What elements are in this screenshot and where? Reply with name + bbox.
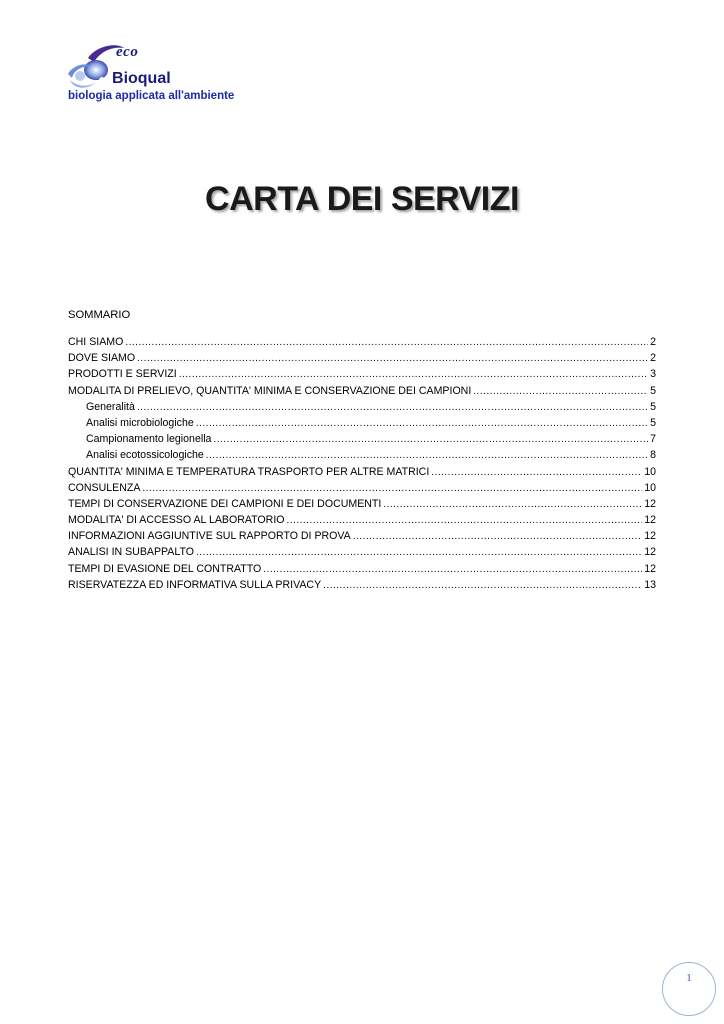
- toc-entry-dove-siamo[interactable]: [68, 350, 656, 366]
- document-title: CARTA DEI SERVIZI: [205, 180, 519, 218]
- toc-entry-page: 12: [644, 514, 656, 527]
- toc-entry-chi-siamo[interactable]: [68, 334, 656, 350]
- toc-entry-label: DOVE SIAMO: [68, 352, 136, 365]
- toc-leader-dots: [473, 384, 648, 400]
- toc-entry-label: QUANTITA' MINIMA E TEMPERATURA TRASPORTO PER ALTRE MATRICI: [68, 465, 430, 478]
- toc-entry-modalita-di-accesso[interactable]: [68, 512, 656, 528]
- page-number: 1: [686, 972, 692, 984]
- logo-bioqual-text: [112, 70, 171, 88]
- toc-leader-dots: [137, 400, 648, 416]
- toc-leader-dots: [206, 448, 648, 464]
- toc-entry-label: MODALITA' DI ACCESSO AL LABORATORIO: [68, 514, 285, 527]
- logo-tagline: biologia applicata all'ambiente: [68, 90, 235, 102]
- toc-entry-label: RISERVATEZZA ED INFORMATIVA SULLA PRIVACY: [68, 578, 322, 591]
- toc-entry-label: Campionamento legionella: [86, 433, 212, 446]
- toc-entry-label: PRODOTTI E SERVIZI: [68, 368, 177, 381]
- toc-leader-dots: [196, 545, 642, 561]
- page-number-badge: [662, 962, 716, 1016]
- toc-leader-dots: [179, 367, 648, 383]
- toc-entry-label: INFORMAZIONI AGGIUNTIVE SUL RAPPORTO DI PROVA: [68, 530, 351, 543]
- toc-entry-analisi-in-subappalto[interactable]: [68, 544, 656, 560]
- company-logo: [66, 40, 266, 110]
- toc-entry-informazioni-aggiuntive[interactable]: [68, 528, 656, 544]
- toc-entry-modalita-di-prelievo[interactable]: [68, 383, 656, 399]
- toc-leader-dots: [137, 351, 648, 367]
- toc-entry-consulenza[interactable]: [68, 480, 656, 496]
- toc-entry-label: TEMPI DI EVASIONE DEL CONTRATTO: [68, 562, 262, 575]
- table-of-contents: [68, 334, 656, 593]
- toc-leader-dots: [353, 529, 642, 545]
- logo-eco-text: eco: [116, 44, 139, 60]
- toc-entry-page: 5: [650, 400, 656, 413]
- toc-entry-page: 10: [644, 481, 656, 494]
- toc-leader-dots: [263, 562, 642, 578]
- toc-entry-label: Analisi ecotossicologiche: [86, 449, 204, 462]
- toc-entry-label: ANALISI IN SUBAPPALTO: [68, 546, 194, 559]
- toc-leader-dots: [431, 465, 642, 481]
- toc-entry-label: TEMPI DI CONSERVAZIONE DEI CAMPIONI E DEI DOCUMENTI: [68, 497, 382, 510]
- toc-entry-page: 12: [644, 530, 656, 543]
- toc-entry-page: 7: [650, 433, 656, 446]
- toc-leader-dots: [142, 481, 642, 497]
- logo-bioqual-rest: ioqual: [123, 70, 171, 87]
- toc-entry-generalita[interactable]: [68, 399, 656, 415]
- toc-entry-page: 12: [644, 562, 656, 575]
- toc-entry-analisi-microbiologiche[interactable]: [68, 415, 656, 431]
- toc-entry-page: 5: [650, 384, 656, 397]
- toc-entry-page: 5: [650, 416, 656, 429]
- toc-entry-prodotti-e-servizi[interactable]: [68, 366, 656, 382]
- toc-entry-campionamento-legionella[interactable]: [68, 431, 656, 447]
- toc-leader-dots: [323, 578, 642, 594]
- toc-entry-tempi-di-conservazione[interactable]: [68, 496, 656, 512]
- toc-leader-dots: [287, 513, 643, 529]
- toc-entry-analisi-ecotossicologiche[interactable]: [68, 447, 656, 463]
- toc-entry-page: 13: [644, 578, 656, 591]
- toc-leader-dots: [125, 335, 648, 351]
- toc-entry-page: 2: [650, 352, 656, 365]
- toc-entry-page: 10: [644, 465, 656, 478]
- toc-entry-page: 3: [650, 368, 656, 381]
- toc-leader-dots: [213, 432, 648, 448]
- toc-entry-quantita-minima[interactable]: [68, 464, 656, 480]
- toc-entry-page: 8: [650, 449, 656, 462]
- toc-entry-riservatezza[interactable]: [68, 577, 656, 593]
- toc-entry-label: CONSULENZA: [68, 481, 141, 494]
- toc-heading: SOMMARIO: [68, 309, 131, 321]
- toc-entry-page: 2: [650, 336, 656, 348]
- toc-entry-label: Analisi microbiologiche: [86, 416, 194, 429]
- toc-entry-label: CHI SIAMO: [68, 336, 124, 348]
- toc-leader-dots: [196, 416, 648, 432]
- toc-entry-label: Generalità: [86, 400, 135, 413]
- toc-entry-page: 12: [644, 497, 656, 510]
- toc-entry-page: 12: [644, 546, 656, 559]
- toc-leader-dots: [383, 497, 642, 513]
- toc-entry-tempi-di-evasione[interactable]: [68, 561, 656, 577]
- toc-entry-label: MODALITA DI PRELIEVO, QUANTITA' MINIMA E CONSERVAZIONE DEI CAMPIONI: [68, 384, 472, 397]
- logo-bioqual-initial: B: [112, 70, 124, 87]
